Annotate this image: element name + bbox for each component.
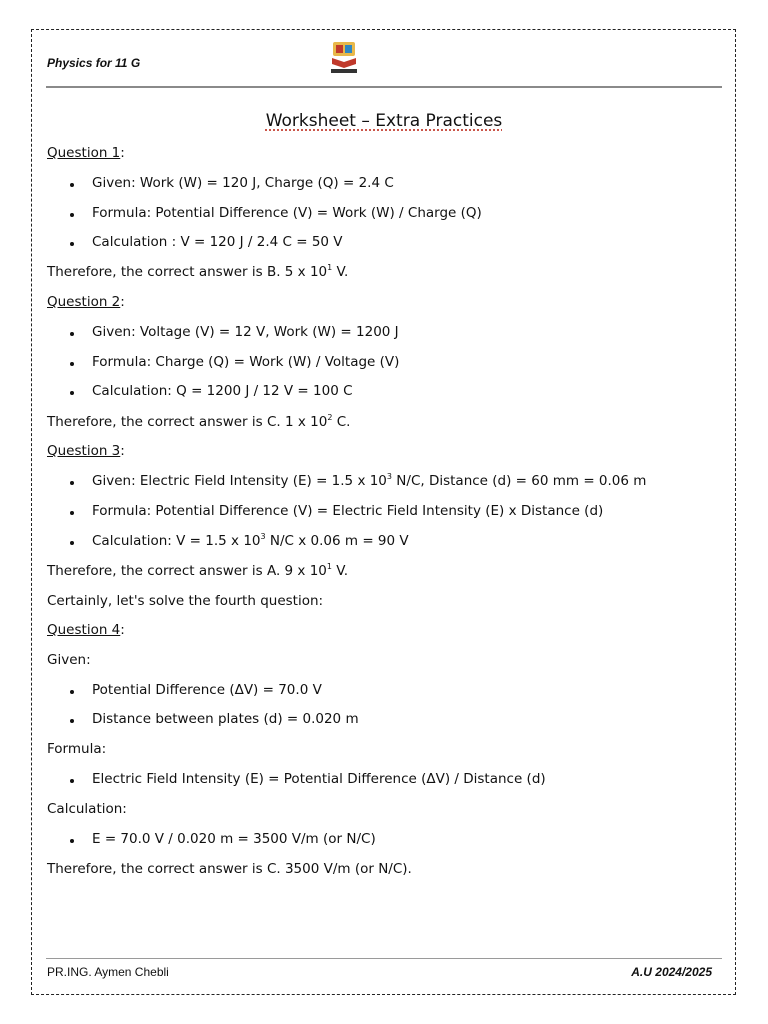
footer-author: PR.ING. Aymen Chebli — [47, 965, 169, 979]
q4-given-distance: Distance between plates (d) = 0.020 m — [70, 711, 359, 727]
q1-calculation: Calculation : V = 120 J / 2.4 C = 50 V — [70, 234, 343, 250]
q4-calculation-label: Calculation: — [47, 801, 127, 817]
question-3-heading: Question 3: — [47, 443, 125, 459]
question-4-heading: Question 4: — [47, 622, 125, 638]
header-title: Physics for 11 G — [47, 56, 141, 70]
q3-answer: Therefore, the correct answer is A. 9 x $10^1$ V. — [47, 562, 349, 579]
q3-formula: Formula: Potential Difference (V) = Electric Field Intensity (E) x Distance (d) — [70, 503, 603, 519]
footer-year: A.U 2024/2025 — [631, 965, 712, 979]
worksheet-title: Worksheet – Extra Practices — [265, 111, 503, 131]
header-rule — [46, 86, 722, 88]
q3-given: Given: Electric Field Intensity (E) = 1.5 x $10^3$ N/C, Distance (d) = 60 mm = 0.06 m — [70, 473, 646, 489]
question-1-heading: Question 1: — [47, 145, 125, 161]
q2-calculation: Calculation: Q = 1200 J / 12 V = 100 C — [70, 383, 353, 399]
q4-given-label: Given: — [47, 652, 91, 668]
q2-given: Given: Voltage (V) = 12 V, Work (W) = 1200 J — [70, 324, 399, 340]
school-logo — [329, 40, 359, 74]
q1-answer: Therefore, the correct answer is B. 5 x $10^1$ V. — [47, 263, 349, 280]
q4-intro: Certainly, let's solve the fourth question: — [47, 593, 324, 609]
q3-calculation: Calculation: V = 1.5 x $10^3$ N/C x 0.06 m = 90 V — [70, 533, 409, 549]
q4-formula-label: Formula: — [47, 741, 107, 757]
q2-formula: Formula: Charge (Q) = Work (W) / Voltage (V) — [70, 354, 399, 370]
q1-given: Given: Work (W) = 120 J, Charge (Q) = 2.4 C — [70, 175, 394, 191]
q4-answer: Therefore, the correct answer is C. 3500 V/m (or N/C). — [47, 861, 412, 877]
footer-rule — [46, 958, 722, 959]
q4-calculation: E = 70.0 V / 0.020 m = 3500 V/m (or N/C) — [70, 831, 376, 847]
q2-answer: Therefore, the correct answer is C. 1 x $10^2$ C. — [47, 413, 351, 430]
q1-formula: Formula: Potential Difference (V) = Work (W) / Charge (Q) — [70, 205, 482, 221]
q4-given-voltage: Potential Difference (ΔV) = 70.0 V — [70, 682, 322, 698]
question-2-heading: Question 2: — [47, 294, 125, 310]
q4-formula: Electric Field Intensity (E) = Potential Difference (ΔV) / Distance (d) — [70, 771, 546, 787]
